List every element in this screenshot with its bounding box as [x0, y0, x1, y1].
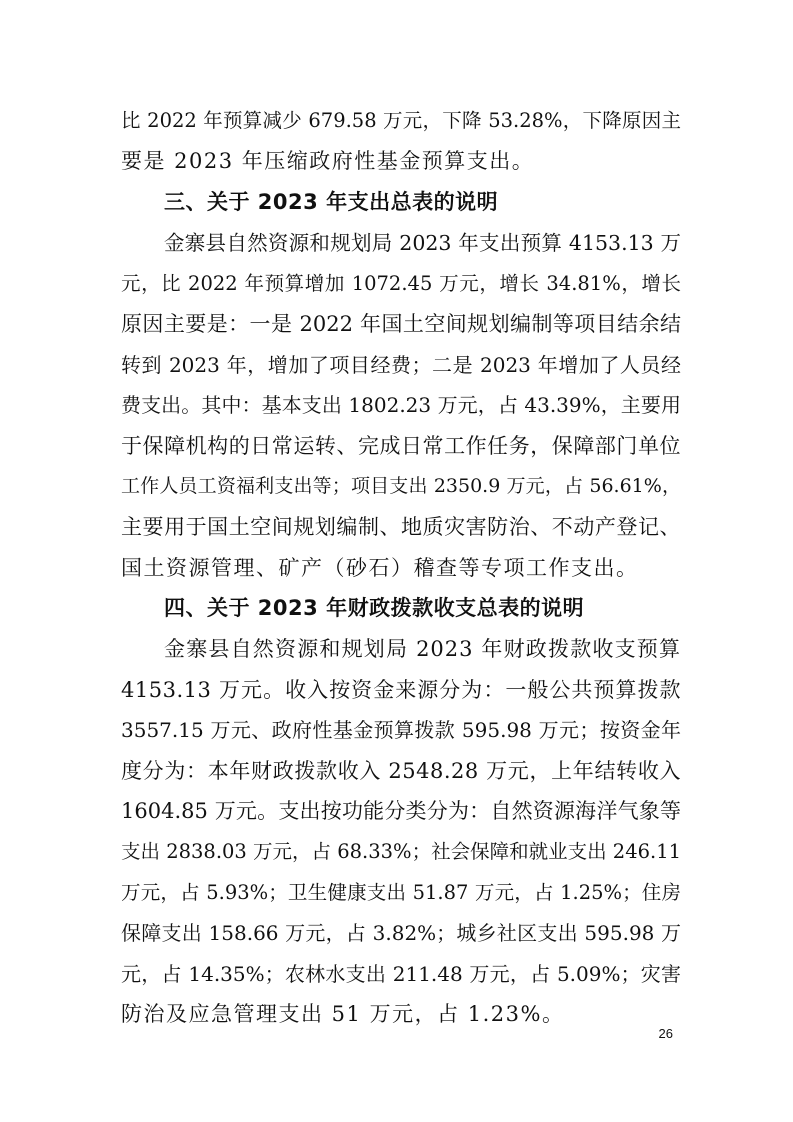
- text-line: 1604.85 万元。支出按功能分类分为：自然资源海洋气象等: [121, 799, 681, 823]
- section-heading: 四、关于 2023 年财政拨款收支总表的说明: [164, 596, 585, 620]
- text-line: 主要用于国土空间规划编制、地质灾害防治、不动产登记、: [121, 515, 681, 539]
- text-line: 转到 2023 年，增加了项目经费；二是 2023 年增加了人员经: [121, 353, 681, 377]
- text-line: 国土资源管理、矿产（砂石）稽查等专项工作支出。: [121, 556, 639, 580]
- section-heading: 三、关于 2023 年支出总表的说明: [164, 190, 499, 214]
- text-line: 工作人员工资福利支出等；项目支出 2350.9 万元，占 56.61%，: [121, 475, 681, 497]
- page-number: 26: [658, 1026, 673, 1041]
- text-line: 原因主要是：一是 2022 年国土空间规划编制等项目结余结: [121, 312, 681, 336]
- text-line: 金寨县自然资源和规划局 2023 年支出预算 4153.13 万: [164, 231, 681, 255]
- text-line: 费支出。其中：基本支出 1802.23 万元，占 43.39%，主要用: [121, 393, 681, 417]
- text-line: 元，占 14.35%；农林水支出 211.48 万元，占 5.09%；灾害: [121, 962, 681, 986]
- text-line: 比 2022 年预算减少 679.58 万元，下降 53.28%，下降原因主: [121, 109, 681, 132]
- text-line: 万元，占 5.93%；卫生健康支出 51.87 万元，占 1.25%；住房: [121, 881, 681, 904]
- text-line: 于保障机构的日常运转、完成日常工作任务，保障部门单位: [121, 434, 681, 458]
- text-line: 保障支出 158.66 万元，占 3.82%；城乡社区支出 595.98 万: [121, 921, 681, 945]
- text-line: 3557.15 万元、政府性基金预算拨款 595.98 万元；按资金年: [121, 718, 681, 742]
- text-line: 元，比 2022 年预算增加 1072.45 万元，增长 34.81%，增长: [121, 272, 681, 295]
- text-line: 度分为：本年财政拨款收入 2548.28 万元，上年结转收入: [121, 759, 681, 783]
- text-line: 防治及应急管理支出 51 万元，占 1.23%。: [121, 1002, 565, 1026]
- text-line: 要是 2023 年压缩政府性基金预算支出。: [121, 149, 535, 173]
- text-line: 支出 2838.03 万元，占 68.33%；社会保障和就业支出 246.11: [121, 840, 682, 863]
- text-line: 金寨县自然资源和规划局 2023 年财政拨款收支预算: [164, 637, 681, 661]
- text-line: 4153.13 万元。收入按资金来源分为：一般公共预算拨款: [121, 678, 681, 702]
